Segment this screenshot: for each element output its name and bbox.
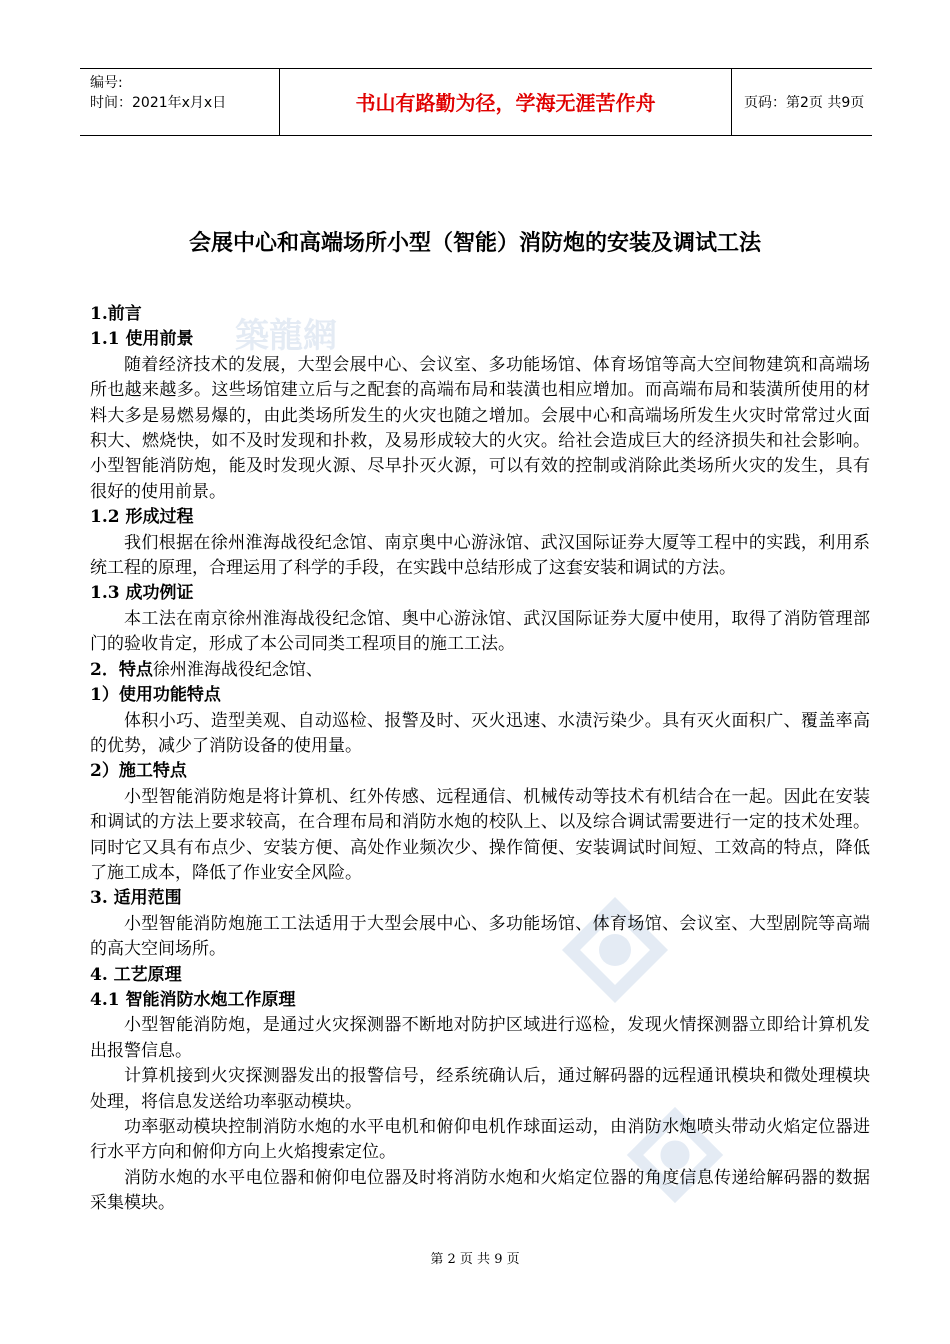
paragraph: 小型智能消防炮施工工法适用于大型会展中心、多功能场馆、体育场馆、会议室、大型剧院等高端的高大空间场所。	[90, 913, 870, 960]
page-footer: 第 2 页 共 9 页	[430, 1252, 520, 1267]
paragraph: 计算机接到火灾探测器发出的报警信号，经系统确认后，通过解码器的远程通讯模块和微处理模块处理，将信息发送给功率驱动模块。	[90, 1066, 870, 1112]
watermark-text: 築龍網	[235, 316, 337, 356]
paragraph: 小型智能消防炮是将计算机、红外传感、远程通信、机械传动等技术有机结合在一起。因此在安装和调试的方法上要求较高，在合理布局和消防水炮的校队上、以及综合调试需要进行一定的技术处理。同时它又具有布点少、安装方便、高处作业频次少、操作简便、安装调试时间短、工效高的特点，降低了施工成本，降低了作业安全风险。	[90, 786, 870, 883]
paragraph: 我们根据在徐州淮海战役纪念馆、南京奥中心游泳馆、武汉国际证券大厦等工程中的实践，利用系统工程的原理，合理运用了科学的手段，在实践中总结形成了这套安装和调试的方法。	[90, 532, 870, 579]
header-page-label: 页码：第2页 共9页	[744, 95, 865, 111]
subsection-heading: 1）使用功能特点	[90, 685, 221, 706]
subsection-heading: 1.3 成功例证	[90, 583, 194, 604]
heading-tail-text: 徐州淮海战役纪念馆、	[152, 659, 323, 680]
document-title: 会展中心和高端场所小型（智能）消防炮的安装及调试工法	[188, 231, 761, 256]
paragraph: 本工法在南京徐州淮海战役纪念馆、奥中心游泳馆、武汉国际证券大厦中使用，取得了消防管理部门的验收肯定，形成了本公司同类工程项目的施工工法。	[90, 608, 870, 655]
header-meta	[80, 69, 280, 135]
date-label: 时间：2021年x月x日	[90, 95, 227, 111]
subsection-heading: 4.1 智能消防水炮工作原理	[90, 989, 296, 1010]
subsection-heading: 2）施工特点	[90, 761, 187, 782]
section-heading: 4. 工艺原理	[90, 964, 182, 985]
subsection-heading: 1.1 使用前景	[90, 329, 194, 350]
document-body	[90, 302, 870, 1217]
number-label: 编号:	[90, 75, 123, 91]
header-motto: 书山有路勤为径，学海无涯苦作舟	[280, 69, 732, 135]
section-heading-row	[90, 658, 870, 683]
paragraph: 功率驱动模块控制消防水炮的水平电机和俯仰电机作球面运动，由消防水炮喷头带动火焰定位器进行水平方向和俯仰方向上火焰搜索定位。	[90, 1117, 870, 1163]
paragraph: 小型智能消防炮，是通过火灾探测器不断地对防护区域进行巡检，发现火情探测器立即给计算机发出报警信息。	[90, 1015, 870, 1061]
paragraph: 消防水炮的水平电位器和俯仰电位器及时将消防水炮和火焰定位器的角度信息传递给解码器的数据采集模块。	[90, 1167, 870, 1214]
page-header	[80, 68, 872, 136]
section-heading: 2．特点	[90, 659, 153, 680]
paragraph: 体积小巧、造型美观、自动巡检、报警及时、灭火迅速、水渍污染少。具有灭火面积广、覆盖率高的优势，减少了消防设备的使用量。	[90, 710, 870, 756]
section-heading: 3. 适用范围	[90, 888, 182, 909]
section-heading: 1.前言	[90, 304, 142, 324]
subsection-heading: 1.2 形成过程	[90, 507, 194, 528]
paragraph: 随着经济技术的发展，大型会展中心、会议室、多功能场馆、体育场馆等高大空间物建筑和高端场所也越来越多。这些场馆建立后与之配套的高端布局和装潢也相应增加。而高端布局和装潢所使用的材料大多是易燃易爆的，由此类场所发生的火灾也随之增加。会展中心和高端场所发生火灾时常常过火面积大、燃烧快，如不及时发现和扑救，及易形成较大的火灾。给社会造成巨大的经济损失和社会影响。小型智能消防炮，能及时发现火源、尽早扑灭火源，可以有效的控制或消除此类场所火灾的发生，具有很好的使用前景。	[90, 354, 870, 502]
